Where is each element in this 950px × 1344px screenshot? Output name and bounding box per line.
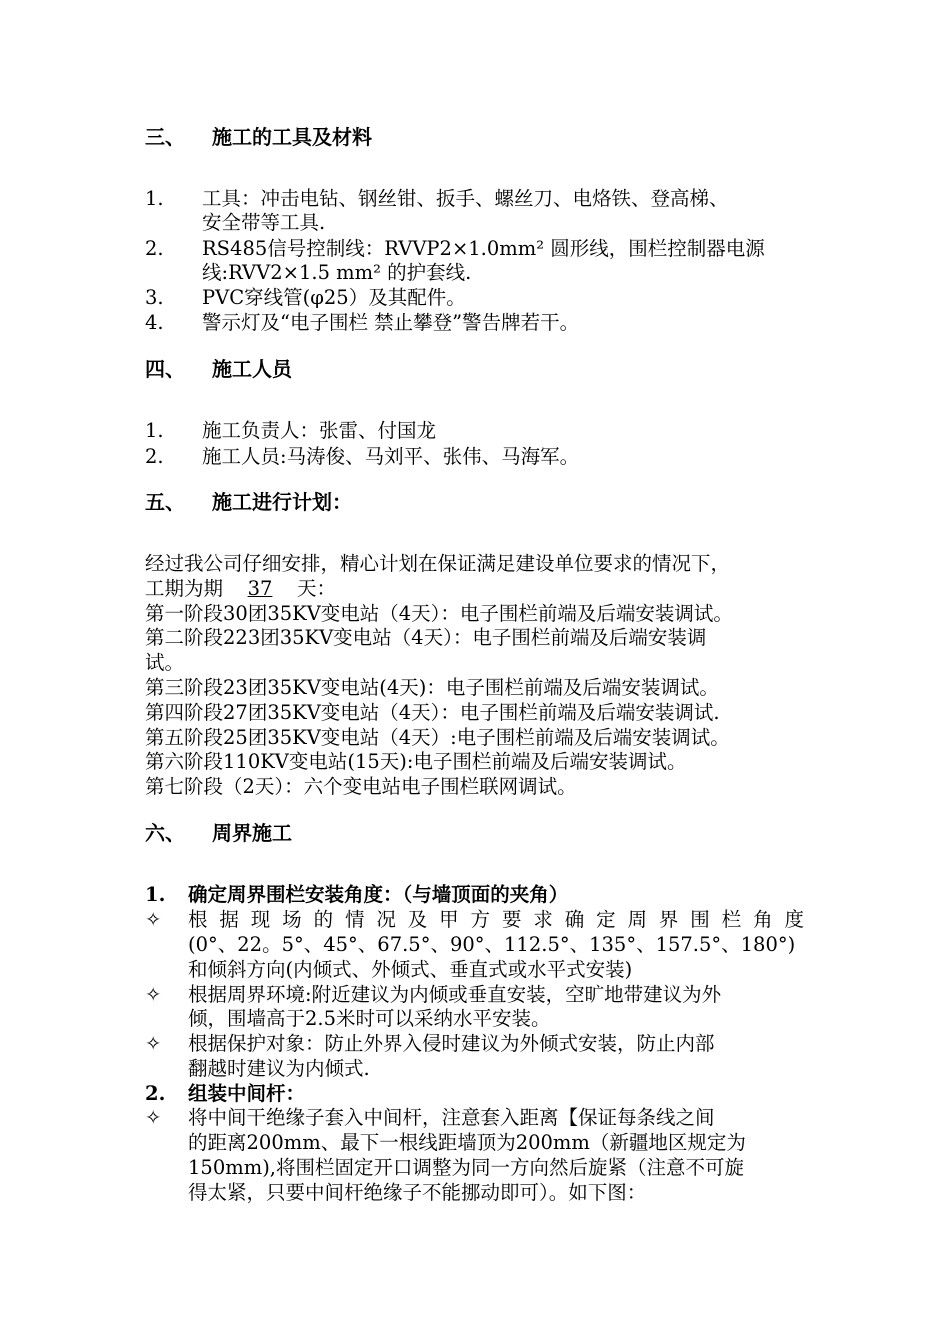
stage-line: 第三阶段23团35KV变电站(4天)：电子围栏前端及后端安装调试。 — [145, 676, 719, 699]
stage-line: 试。 — [145, 651, 185, 674]
list-item-number: 4. — [145, 311, 164, 334]
list-item-text: 施工负责人：张雷、付国龙 — [202, 419, 437, 442]
bullet-text-line: 150mm),将围栏固定开口调整为同一方向然后旋紧（注意不可旋 — [188, 1156, 745, 1179]
subsection-1-title: 确定周界围栏安装角度：（与墙顶面的夹角） — [188, 883, 569, 906]
section-4-number: 四、 — [145, 357, 185, 381]
bullet-text-line: 和倾斜方向(内倾式、外倾式、垂直式或水平式安装) — [188, 958, 633, 981]
stage-line: 第一阶段30团35KV变电站（4天）：电子围栏前端及后端安装调试。 — [145, 602, 733, 625]
section-6-number: 六、 — [145, 821, 185, 845]
section-5-title: 施工进行计划： — [212, 490, 352, 514]
bullet-icon: ✧ — [145, 983, 162, 1006]
bullet-text-line: (0°、22。5°、45°、67.5°、90°、112.5°、135°、157.5°、180°) — [188, 933, 796, 956]
list-item-text: 警示灯及“电子围栏 禁止攀登”警告牌若干。 — [202, 311, 580, 334]
bullet-text-line: 根据周界环境:附近建议为内倾或垂直安装，空旷地带建议为外 — [188, 983, 722, 1006]
bullet-icon: ✧ — [145, 1032, 162, 1055]
period-value: 37 — [247, 577, 273, 600]
list-item-number: 1. — [145, 419, 164, 442]
stage-line: 第五阶段25团35KV变电站（4天）:电子围栏前端及后端安装调试。 — [145, 726, 730, 749]
list-item-number: 2. — [145, 445, 164, 468]
section-4-title: 施工人员 — [212, 357, 292, 381]
bullet-text-line: 将中间干绝缘子套入中间杆，注意套入距离【保证每条线之间 — [188, 1106, 715, 1129]
section-6-title: 周界施工 — [212, 821, 292, 845]
bullet-text-line: 翻越时建议为内倾式. — [188, 1057, 370, 1080]
bullet-text-line: 根据保护对象：防止外界入侵时建议为外倾式安装，防止内部 — [188, 1032, 715, 1055]
list-item-number: 3. — [145, 286, 164, 309]
bullet-text-line — [188, 907, 804, 933]
list-item-text: 安全带等工具. — [202, 211, 326, 234]
subsection-2-title: 组装中间杆： — [188, 1082, 306, 1105]
bullet-text-line: 的距离200mm、最下一根线距墙顶为200mm（新疆地区规定为 — [188, 1131, 746, 1154]
stage-line: 第四阶段27团35KV变电站（4天）：电子围栏前端及后端安装调试. — [145, 701, 720, 724]
period-suffix: 天： — [297, 577, 337, 600]
section-3-title: 施工的工具及材料 — [212, 125, 372, 149]
subsection-2-number: 2. — [145, 1082, 166, 1105]
subsection-1-number: 1. — [145, 883, 166, 906]
list-item-text: RS485信号控制线：RVVP2×1.0mm² 圆形线，围栏控制器电源 — [202, 237, 765, 260]
bullet-icon: ✧ — [145, 1106, 162, 1129]
section-5-number: 五、 — [145, 490, 185, 514]
stage-line: 第六阶段110KV变电站(15天):电子围栏前端及后端安装调试。 — [145, 750, 687, 773]
period-prefix: 工期为期 — [145, 577, 224, 600]
bullet-icon: ✧ — [145, 908, 162, 931]
bullet-text-line: 得太紧，只要中间杆绝缘子不能挪动即可）。如下图： — [188, 1181, 647, 1204]
bullet-text-line: 倾，围墙高于2.5米时可以采纳水平安装。 — [188, 1007, 551, 1030]
list-item-text: PVC穿线管(φ25）及其配件。 — [202, 286, 466, 309]
list-item-text: 施工人员:马涛俊、马刘平、张伟、马海军。 — [202, 445, 580, 468]
list-item-text: 线:RVV2×1.5 mm² 的护套线. — [202, 261, 472, 284]
section-3-number: 三、 — [145, 125, 185, 149]
list-item-number: 1. — [145, 187, 164, 210]
stage-line: 第七阶段（2天）：六个变电站电子围栏联网调试。 — [145, 775, 577, 798]
bullet-text-justified: 根据现场的情况及甲方要求确定周界围栏角度 — [188, 908, 804, 931]
list-item-text: 工具：冲击电钻、钢丝钳、扳手、螺丝刀、电烙铁、登高梯、 — [202, 187, 729, 210]
stage-line: 第二阶段223团35KV变电站（4天）：电子围栏前端及后端安装调 — [145, 626, 707, 649]
plan-period — [145, 576, 336, 602]
list-item-number: 2. — [145, 237, 164, 260]
plan-intro: 经过我公司仔细安排，精心计划在保证满足建设单位要求的情况下， — [145, 552, 731, 575]
